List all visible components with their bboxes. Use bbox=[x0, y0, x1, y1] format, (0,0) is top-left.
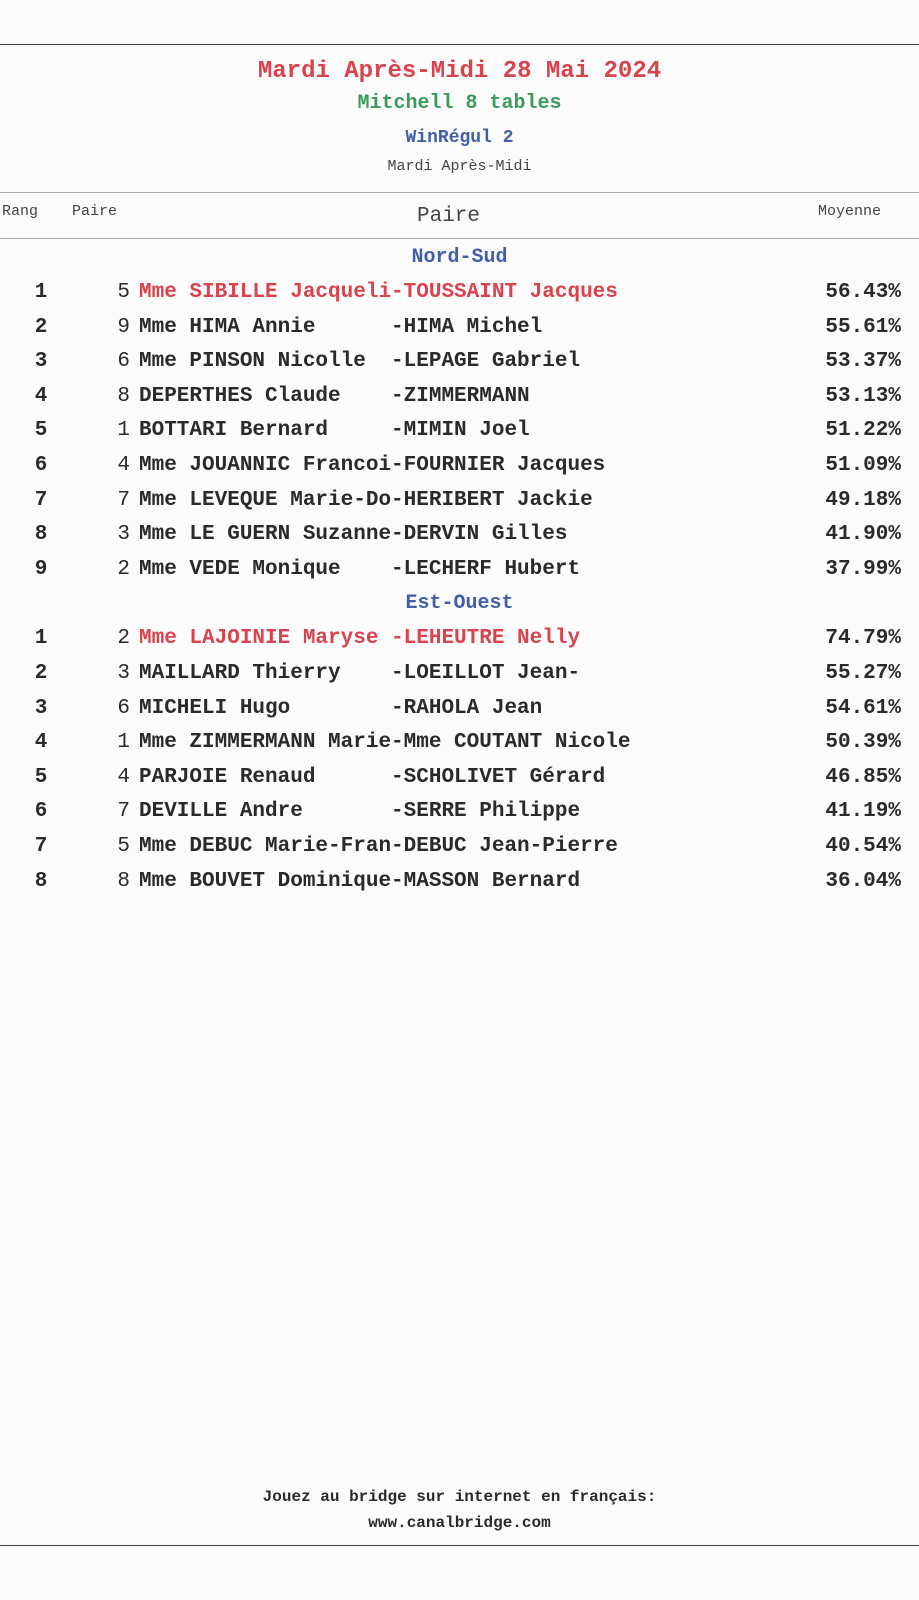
rank-cell: 8 bbox=[34, 523, 48, 547]
header-bottom-rule bbox=[0, 238, 919, 239]
rank-cell: 3 bbox=[34, 350, 48, 374]
rank-cell: 8 bbox=[34, 869, 48, 893]
pair-names-cell: DEVILLE Andre -SERRE Philippe bbox=[139, 800, 581, 824]
average-cell: 74.79% bbox=[825, 627, 901, 651]
section-header: Est-Ouest bbox=[405, 592, 514, 616]
average-cell: 53.13% bbox=[825, 384, 901, 408]
table-row bbox=[0, 731, 919, 765]
pair-names-cell: Mme SIBILLE Jacqueli-TOUSSAINT Jacques bbox=[139, 281, 618, 304]
pair-number-cell: 1 bbox=[117, 731, 130, 755]
pair-number-cell: 6 bbox=[117, 696, 130, 720]
average-cell: 41.19% bbox=[825, 800, 901, 824]
pair-names-cell: Mme LAJOINIE Maryse -LEHEUTRE Nelly bbox=[139, 627, 581, 651]
pair-names-cell: PARJOIE Renaud -SCHOLIVET Gérard bbox=[139, 765, 606, 789]
pair-number-cell: 2 bbox=[117, 627, 130, 651]
pair-names-cell: Mme VEDE Monique -LECHERF Hubert bbox=[139, 557, 581, 581]
table-row bbox=[0, 800, 919, 834]
pair-names-cell: Mme PINSON Nicolle -LEPAGE Gabriel bbox=[139, 350, 581, 374]
table-row bbox=[0, 419, 919, 453]
pair-number-cell: 3 bbox=[117, 662, 130, 685]
rank-cell: 6 bbox=[34, 454, 48, 477]
pair-number-cell: 8 bbox=[117, 384, 130, 408]
rank-cell: 2 bbox=[34, 315, 48, 339]
average-cell: 37.99% bbox=[825, 557, 901, 581]
table-row bbox=[0, 316, 919, 350]
table-row bbox=[0, 662, 919, 696]
pair-number-cell: 7 bbox=[117, 800, 130, 824]
pair-names-cell: BOTTARI Bernard -MIMIN Joel bbox=[139, 419, 530, 443]
pair-number-cell: 2 bbox=[117, 557, 130, 581]
average-cell: 53.37% bbox=[825, 350, 901, 374]
pair-names-cell: MAILLARD Thierry -LOEILLOT Jean- bbox=[139, 662, 581, 685]
table-row bbox=[0, 835, 919, 869]
pair-number-cell: 3 bbox=[117, 523, 130, 547]
section-header: Nord-Sud bbox=[411, 246, 508, 269]
footer-text: Jouez au bridge sur internet en français: bbox=[262, 1488, 657, 1506]
rank-cell: 4 bbox=[34, 384, 48, 408]
session-subtitle: Mardi Après-Midi bbox=[387, 158, 532, 175]
table-row bbox=[0, 766, 919, 800]
pair-names-cell: Mme HIMA Annie -HIMA Michel bbox=[139, 315, 543, 339]
average-cell: 46.85% bbox=[825, 765, 901, 789]
pair-number-cell: 4 bbox=[117, 765, 130, 789]
footer-url: www.canalbridge.com bbox=[368, 1514, 551, 1532]
pair-number-cell: 1 bbox=[117, 419, 130, 443]
column-header-paire: Paire bbox=[72, 203, 118, 220]
average-cell: 55.61% bbox=[825, 315, 901, 339]
average-cell: 51.09% bbox=[825, 454, 901, 477]
pair-number-cell: 8 bbox=[117, 869, 130, 893]
rank-cell: 5 bbox=[34, 419, 48, 443]
rank-cell: 1 bbox=[34, 281, 48, 304]
pair-number-cell: 5 bbox=[117, 281, 130, 304]
session-name: WinRégul 2 bbox=[405, 128, 514, 148]
pair-names-cell: DEPERTHES Claude -ZIMMERMANN bbox=[139, 384, 530, 408]
table-row bbox=[0, 385, 919, 419]
average-cell: 54.61% bbox=[825, 696, 901, 720]
average-cell: 49.18% bbox=[825, 488, 901, 512]
pair-names-cell: Mme LEVEQUE Marie-Do-HERIBERT Jackie bbox=[139, 488, 593, 512]
rank-cell: 2 bbox=[34, 662, 48, 685]
pair-names-cell: MICHELI Hugo -RAHOLA Jean bbox=[139, 696, 543, 720]
page-title: Mardi Après-Midi 28 Mai 2024 bbox=[257, 58, 662, 85]
rank-cell: 1 bbox=[34, 627, 48, 651]
rank-cell: 9 bbox=[34, 557, 48, 581]
average-cell: 56.43% bbox=[825, 281, 901, 304]
pair-names-cell: Mme ZIMMERMANN Marie-Mme COUTANT Nicole bbox=[139, 731, 631, 755]
column-header-moyenne: Moyenne bbox=[818, 203, 882, 220]
pair-names-cell: Mme DEBUC Marie-Fran-DEBUC Jean-Pierre bbox=[139, 835, 618, 858]
rank-cell: 7 bbox=[34, 488, 48, 512]
pair-number-cell: 5 bbox=[117, 835, 130, 858]
pair-names-cell: Mme BOUVET Dominique-MASSON Bernard bbox=[139, 869, 581, 893]
pair-number-cell: 9 bbox=[117, 315, 130, 339]
table-row bbox=[0, 558, 919, 592]
column-header-paire-names: Paire bbox=[417, 205, 481, 228]
table-row bbox=[0, 697, 919, 731]
average-cell: 50.39% bbox=[825, 731, 901, 755]
top-rule bbox=[0, 44, 919, 45]
table-row bbox=[0, 523, 919, 557]
header-top-rule bbox=[0, 192, 919, 193]
table-row bbox=[0, 489, 919, 523]
rank-cell: 5 bbox=[34, 765, 48, 789]
pair-number-cell: 4 bbox=[117, 454, 130, 477]
page-subtitle: Mitchell 8 tables bbox=[357, 92, 562, 115]
average-cell: 40.54% bbox=[825, 835, 901, 858]
bottom-rule bbox=[0, 1545, 919, 1546]
column-header-rang: Rang bbox=[2, 203, 39, 220]
rank-cell: 7 bbox=[34, 835, 48, 858]
average-cell: 36.04% bbox=[825, 869, 901, 893]
pair-number-cell: 6 bbox=[117, 350, 130, 374]
rank-cell: 4 bbox=[34, 731, 48, 755]
table-row bbox=[0, 281, 919, 315]
rank-cell: 3 bbox=[34, 696, 48, 720]
pair-names-cell: Mme LE GUERN Suzanne-DERVIN Gilles bbox=[139, 523, 568, 547]
pair-number-cell: 7 bbox=[117, 488, 130, 512]
pair-names-cell: Mme JOUANNIC Francoi-FOURNIER Jacques bbox=[139, 454, 606, 477]
average-cell: 55.27% bbox=[825, 662, 901, 685]
table-row bbox=[0, 350, 919, 384]
average-cell: 41.90% bbox=[825, 523, 901, 547]
table-row bbox=[0, 870, 919, 904]
rank-cell: 6 bbox=[34, 800, 48, 824]
table-row bbox=[0, 627, 919, 661]
table-row bbox=[0, 454, 919, 488]
average-cell: 51.22% bbox=[825, 419, 901, 443]
